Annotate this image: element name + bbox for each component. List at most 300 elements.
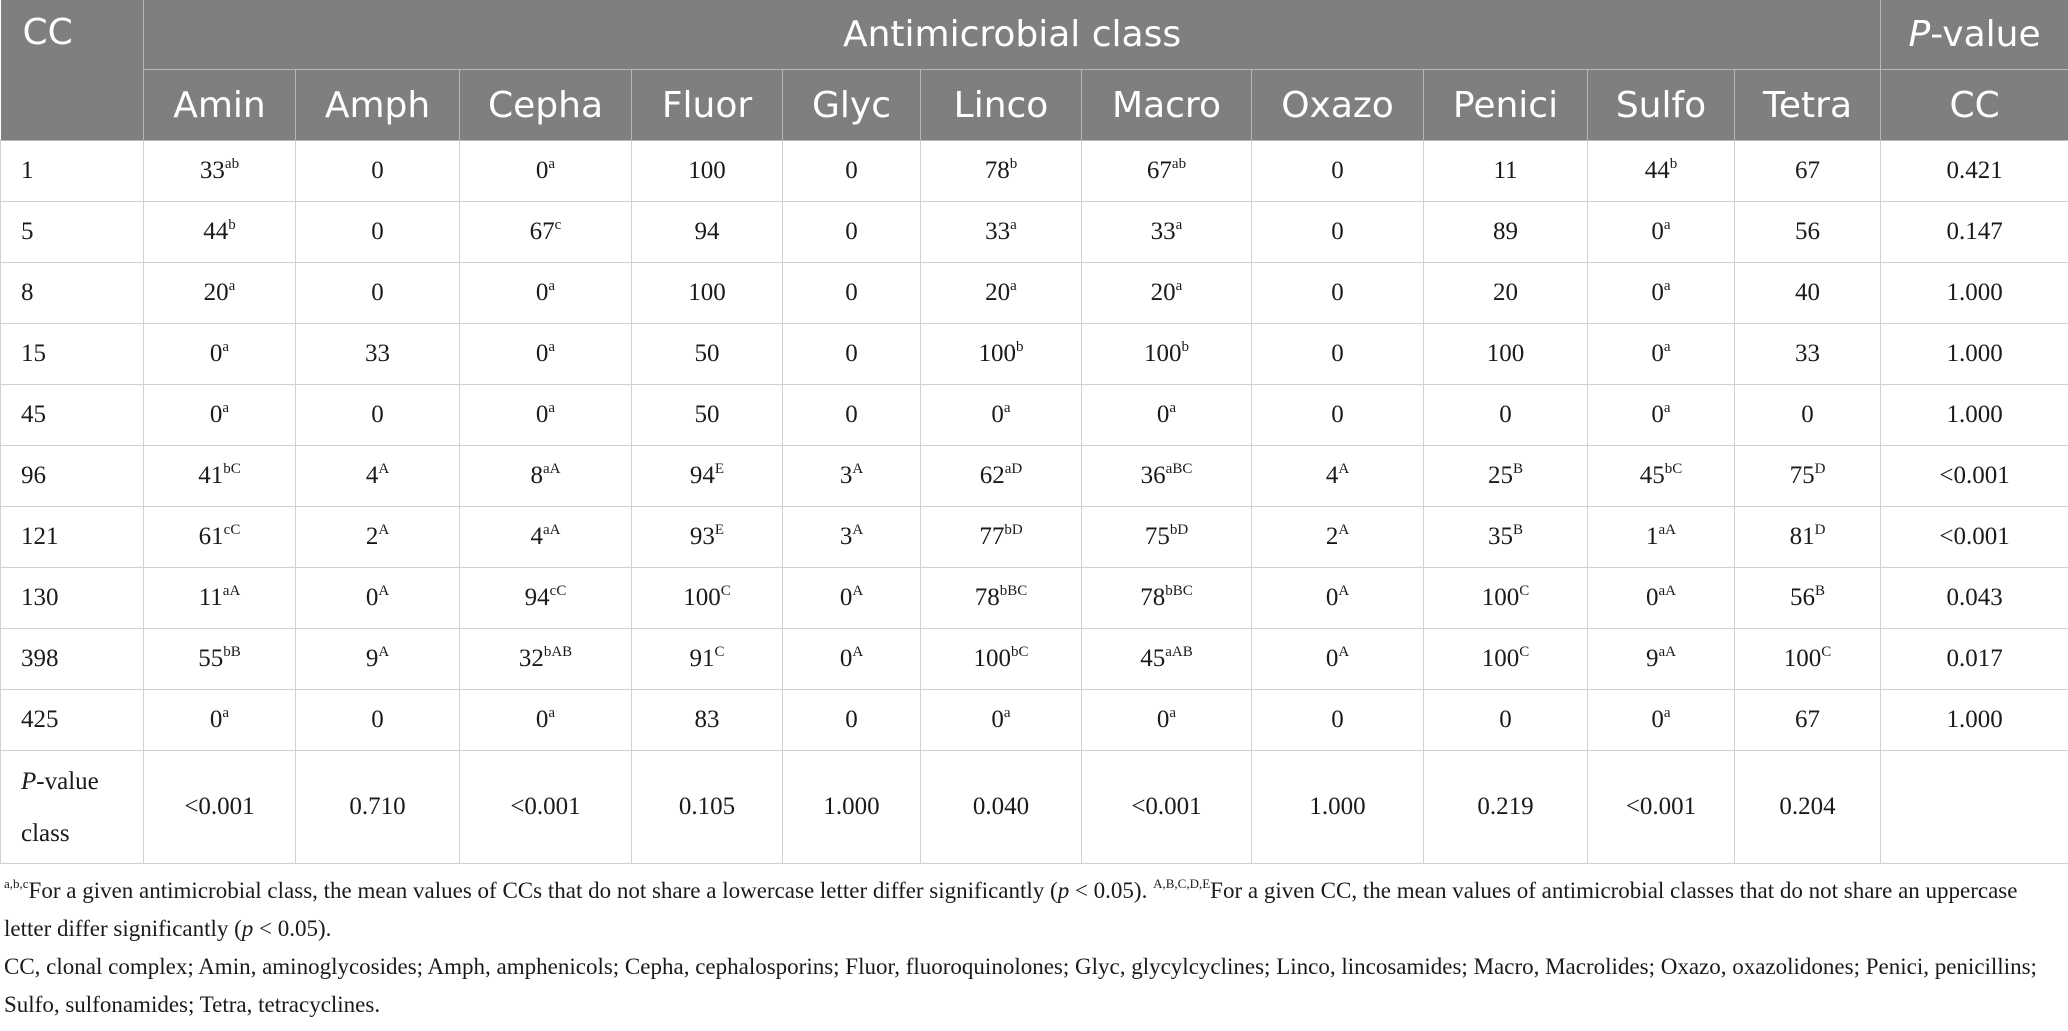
value-cell xyxy=(144,446,296,507)
cell-value: 75 xyxy=(1144,523,1170,550)
pvalue-class-cell: 0.710 xyxy=(296,751,460,864)
column-header-class: Linco xyxy=(921,70,1082,141)
cell-value: 33 xyxy=(1795,340,1821,367)
value-cell xyxy=(632,446,783,507)
cc-cell: 1 xyxy=(1,141,144,202)
cc-cell: 121 xyxy=(1,507,144,568)
significance-letters: b xyxy=(1669,156,1678,172)
cc-cell: 130 xyxy=(1,568,144,629)
value-cell xyxy=(1735,629,1881,690)
value-cell xyxy=(460,568,632,629)
cell-value: 0 xyxy=(1331,401,1344,428)
significance-letters: a xyxy=(228,278,236,294)
cell-value: 62 xyxy=(979,462,1005,489)
footnote-uppercase-threshold: < 0.05). xyxy=(253,916,332,941)
significance-letters: a xyxy=(548,156,556,172)
value-cell xyxy=(1424,568,1588,629)
significance-letters: bC xyxy=(1010,644,1029,660)
value-cell xyxy=(1735,263,1881,324)
value-cell xyxy=(1082,568,1252,629)
value-cell xyxy=(1735,141,1881,202)
significance-letters: E xyxy=(714,461,725,477)
value-cell xyxy=(1424,507,1588,568)
cell-value: 100 xyxy=(978,340,1016,367)
value-cell xyxy=(783,324,921,385)
value-cell xyxy=(1588,690,1735,751)
cell-value: 41 xyxy=(198,462,224,489)
value-cell xyxy=(632,324,783,385)
pvalue-class-cell: <0.001 xyxy=(460,751,632,864)
value-cell xyxy=(1735,507,1881,568)
pvalue-class-cell: 0.219 xyxy=(1424,751,1588,864)
cell-value: 0 xyxy=(1646,584,1659,611)
cell-value: 100 xyxy=(1783,645,1822,672)
cell-value: 0 xyxy=(535,340,549,367)
cell-value: 20 xyxy=(1150,279,1176,306)
cell-value: 93 xyxy=(689,523,715,550)
value-cell xyxy=(1735,385,1881,446)
pvalue-class-cell: 1.000 xyxy=(1252,751,1424,864)
significance-letters: C xyxy=(1519,583,1530,599)
cell-value: 9 xyxy=(365,645,379,672)
cell-value: 11 xyxy=(198,584,223,611)
value-cell xyxy=(783,202,921,263)
cell-value: 0 xyxy=(1331,706,1344,733)
cell-value: 100 xyxy=(973,645,1011,672)
significance-letters: b xyxy=(1016,339,1024,355)
cell-value: 0 xyxy=(845,279,858,306)
cell-value: 0 xyxy=(1331,157,1344,184)
pvalue-cc-cell: <0.001 xyxy=(1881,507,2068,568)
cell-value: 45 xyxy=(1639,462,1665,489)
significance-letters: aA xyxy=(543,461,561,477)
value-cell xyxy=(783,385,921,446)
value-cell xyxy=(921,141,1082,202)
value-cell xyxy=(783,507,921,568)
cell-value: 100 xyxy=(683,584,721,611)
cell-value: 0 xyxy=(1325,584,1339,611)
cell-value: 8 xyxy=(530,462,543,489)
cell-value: 0 xyxy=(1651,401,1664,428)
cell-value: 0 xyxy=(991,706,1004,733)
pvalue-italic-p: P xyxy=(1908,14,1931,55)
value-cell xyxy=(296,507,460,568)
class-header-row xyxy=(1,70,2068,141)
empty-cell xyxy=(1881,751,2068,864)
significance-letters: c xyxy=(554,217,562,233)
value-cell xyxy=(1424,446,1588,507)
significance-letters: a xyxy=(222,339,230,355)
significance-letters: E xyxy=(714,522,725,538)
significance-letters: A xyxy=(852,461,864,477)
cell-value: 56 xyxy=(1795,218,1821,245)
value-cell xyxy=(921,507,1082,568)
cell-value: 0 xyxy=(845,218,858,245)
significance-letters: bBC xyxy=(999,583,1028,599)
cell-value: 0 xyxy=(845,706,858,733)
significance-letters: bAB xyxy=(543,644,573,660)
cell-value: 2 xyxy=(365,523,379,550)
column-header-class: Oxazo xyxy=(1252,70,1424,141)
cell-value: 0 xyxy=(1651,218,1664,245)
footnote-abbreviations: CC, clonal complex; Amin, aminoglycosides; Amph, amphenicols; Cepha, cephalosporins; Fluor, fluoroquinolones; Glyc, glycylcyclines; Linco, lincosamides; Macro, Macrolides; Oxazo, oxazolidones; Penici, penicillins; Sulfo, sulfonamides; Tetra, tetracyclines. xyxy=(4,954,2037,1017)
column-group-header-antimicrobial-class: Antimicrobial class xyxy=(144,0,1881,70)
pvalue-cc-cell: 0.017 xyxy=(1881,629,2068,690)
cell-value: 0 xyxy=(209,706,223,733)
pvalue-class-cell: <0.001 xyxy=(144,751,296,864)
value-cell xyxy=(1252,141,1424,202)
cell-value: 91 xyxy=(689,645,715,672)
significance-letters: aA xyxy=(1658,644,1676,660)
cell-value: 100 xyxy=(1481,645,1520,672)
significance-letters: a xyxy=(548,400,556,416)
cell-value: 44 xyxy=(1644,157,1670,184)
cell-value: 25 xyxy=(1487,462,1513,489)
value-cell xyxy=(1082,507,1252,568)
value-cell xyxy=(460,324,632,385)
value-cell xyxy=(296,446,460,507)
significance-letters: a xyxy=(1003,705,1011,721)
value-cell xyxy=(1082,202,1252,263)
table-row xyxy=(1,690,2068,751)
value-cell xyxy=(144,568,296,629)
cell-value: 0 xyxy=(1651,279,1664,306)
cell-value: 50 xyxy=(694,401,720,428)
cell-value: 0 xyxy=(365,584,379,611)
significance-letters: aA xyxy=(222,583,241,599)
cell-value: 0 xyxy=(1325,645,1339,672)
value-cell xyxy=(144,690,296,751)
cell-value: 0 xyxy=(371,706,384,733)
cell-value: 0 xyxy=(845,340,858,367)
cell-value: 33 xyxy=(365,340,390,367)
footnote-lowercase-text: For a given antimicrobial class, the mean values of CCs that do not share a lowercase letter differ significantly ( xyxy=(28,878,1058,903)
significance-letters: bD xyxy=(1169,522,1189,538)
cell-value: 0 xyxy=(1651,706,1664,733)
cell-value: 0 xyxy=(1499,706,1512,733)
cell-value: 4 xyxy=(1325,462,1339,489)
cell-value: 0 xyxy=(1499,401,1512,428)
table-row xyxy=(1,324,2068,385)
value-cell xyxy=(921,690,1082,751)
value-cell xyxy=(921,385,1082,446)
cell-value: 32 xyxy=(518,645,544,672)
cell-value: 20 xyxy=(1493,279,1518,306)
value-cell xyxy=(1252,568,1424,629)
significance-letters: C xyxy=(1519,644,1530,660)
value-cell xyxy=(1082,141,1252,202)
significance-letters: ab xyxy=(224,156,240,172)
value-cell xyxy=(632,690,783,751)
footnote-lowercase-threshold: < 0.05). xyxy=(1069,878,1154,903)
table-row xyxy=(1,141,2068,202)
table-row xyxy=(1,568,2068,629)
significance-letters: bD xyxy=(1004,522,1023,538)
significance-letters: a xyxy=(1010,278,1017,294)
table-row xyxy=(1,263,2068,324)
value-cell xyxy=(296,690,460,751)
significance-letters: C xyxy=(714,644,725,660)
value-cell xyxy=(1252,629,1424,690)
cell-value: 0 xyxy=(1331,279,1344,306)
cell-value: 0 xyxy=(1331,340,1344,367)
value-cell xyxy=(632,568,783,629)
significance-letters: C xyxy=(1821,644,1832,660)
value-cell xyxy=(296,629,460,690)
column-header-class: Amph xyxy=(296,70,460,141)
value-cell xyxy=(1735,568,1881,629)
cell-value: 100 xyxy=(1486,340,1525,367)
column-header-class: Fluor xyxy=(632,70,783,141)
cell-value: 0 xyxy=(845,401,858,428)
significance-letters: bB xyxy=(223,644,241,660)
cell-value: 0 xyxy=(209,401,223,428)
column-header-pvalue-cc: CC xyxy=(1881,70,2068,141)
pvalue-class-label-text: -value class xyxy=(21,768,99,847)
pvalue-class-cell: 0.040 xyxy=(921,751,1082,864)
cell-value: 100 xyxy=(1144,340,1182,367)
cell-value: 0 xyxy=(535,157,549,184)
significance-letters: a xyxy=(1663,339,1671,355)
significance-letters: aA xyxy=(1658,583,1676,599)
cell-value: 56 xyxy=(1790,584,1816,611)
value-cell xyxy=(460,507,632,568)
value-cell xyxy=(1082,629,1252,690)
pvalue-cc-cell: 0.421 xyxy=(1881,141,2068,202)
value-cell xyxy=(921,629,1082,690)
significance-letters: b xyxy=(1181,339,1189,355)
pvalue-class-cell: <0.001 xyxy=(1082,751,1252,864)
cc-cell: 8 xyxy=(1,263,144,324)
value-cell xyxy=(632,202,783,263)
significance-letters: aA xyxy=(1658,522,1676,538)
value-cell xyxy=(1424,263,1588,324)
significance-letters: A xyxy=(852,583,864,599)
value-cell xyxy=(1588,507,1735,568)
value-cell xyxy=(1252,202,1424,263)
cell-value: 100 xyxy=(1481,584,1520,611)
footnote-uppercase-marker: A,B,C,D,E xyxy=(1153,876,1211,891)
value-cell xyxy=(296,141,460,202)
significance-letters: B xyxy=(1512,522,1523,538)
cell-value: 45 xyxy=(1140,645,1166,672)
value-cell xyxy=(1252,263,1424,324)
significance-letters: A xyxy=(378,461,390,477)
cell-value: 100 xyxy=(688,279,726,306)
table-row xyxy=(1,507,2068,568)
significance-letters: A xyxy=(1338,583,1350,599)
value-cell xyxy=(1424,202,1588,263)
significance-letters: a xyxy=(1169,400,1177,416)
value-cell xyxy=(1588,324,1735,385)
value-cell xyxy=(1424,324,1588,385)
significance-letters: ab xyxy=(1171,156,1187,172)
cell-value: 67 xyxy=(1795,706,1821,733)
pvalue-cc-cell: 1.000 xyxy=(1881,324,2068,385)
cell-value: 94 xyxy=(694,218,720,245)
column-header-class: Cepha xyxy=(460,70,632,141)
cell-value: 94 xyxy=(524,584,550,611)
cell-value: 4 xyxy=(530,523,543,550)
cell-value: 78 xyxy=(974,584,1000,611)
significance-letters: cC xyxy=(549,583,567,599)
cell-value: 78 xyxy=(984,157,1010,184)
cell-value: 33 xyxy=(985,218,1011,245)
value-cell xyxy=(1424,690,1588,751)
cell-value: 0 xyxy=(1801,401,1814,428)
column-header-pvalue xyxy=(1881,0,2068,70)
value-cell xyxy=(1252,446,1424,507)
value-cell xyxy=(921,446,1082,507)
significance-letters: a xyxy=(548,705,556,721)
significance-letters: a xyxy=(548,339,556,355)
significance-letters: A xyxy=(852,644,864,660)
pvalue-class-row xyxy=(1,751,2068,864)
value-cell xyxy=(1735,324,1881,385)
pvalue-cc-cell: 1.000 xyxy=(1881,263,2068,324)
significance-letters: cC xyxy=(223,522,241,538)
cell-value: 44 xyxy=(203,218,229,245)
significance-letters: a xyxy=(548,278,556,294)
cell-value: 0 xyxy=(371,401,384,428)
value-cell xyxy=(460,263,632,324)
significance-letters: a xyxy=(1663,278,1671,294)
value-cell xyxy=(144,385,296,446)
cell-value: 55 xyxy=(198,645,224,672)
pvalue-cc-cell: 1.000 xyxy=(1881,690,2068,751)
table-row xyxy=(1,202,2068,263)
value-cell xyxy=(783,629,921,690)
cell-value: 0 xyxy=(535,706,549,733)
cell-value: 75 xyxy=(1789,462,1815,489)
cell-value: 9 xyxy=(1646,645,1659,672)
cell-value: 11 xyxy=(1493,157,1518,184)
cell-value: 0 xyxy=(839,584,853,611)
value-cell xyxy=(921,324,1082,385)
value-cell xyxy=(144,507,296,568)
pvalue-cc-cell: 0.147 xyxy=(1881,202,2068,263)
cell-value: 83 xyxy=(694,706,720,733)
cell-value: 20 xyxy=(985,279,1011,306)
footnote-significance xyxy=(4,872,2064,948)
value-cell xyxy=(1252,507,1424,568)
table-row xyxy=(1,446,2068,507)
cell-value: 0 xyxy=(1156,706,1170,733)
table-body xyxy=(1,141,2068,864)
cell-value: 33 xyxy=(199,157,225,184)
cell-value: 36 xyxy=(1140,462,1166,489)
value-cell xyxy=(783,446,921,507)
cell-value: 0 xyxy=(1331,218,1344,245)
cell-value: 50 xyxy=(694,340,720,367)
significance-letters: B xyxy=(1815,583,1826,599)
pvalue-class-cell: 0.204 xyxy=(1735,751,1881,864)
significance-letters: b xyxy=(1009,156,1018,172)
value-cell xyxy=(783,263,921,324)
cell-value: 0 xyxy=(209,340,223,367)
cc-cell: 96 xyxy=(1,446,144,507)
table-row xyxy=(1,629,2068,690)
footnote-p-italic-2: p xyxy=(241,916,254,941)
value-cell xyxy=(460,141,632,202)
value-cell xyxy=(632,385,783,446)
pvalue-class-cell: 1.000 xyxy=(783,751,921,864)
pvalue-class-cell: <0.001 xyxy=(1588,751,1735,864)
value-cell xyxy=(460,385,632,446)
footnote-uppercase-text: For a given CC, the mean values of antimicrobial classes that do not share an uppercase letter differ significantly ( xyxy=(4,878,2018,941)
significance-letters: b xyxy=(228,217,236,233)
significance-letters: A xyxy=(1338,461,1350,477)
cc-cell: 15 xyxy=(1,324,144,385)
value-cell xyxy=(460,446,632,507)
cell-value: 20 xyxy=(203,279,229,306)
value-cell xyxy=(783,141,921,202)
cell-value: 1 xyxy=(1646,523,1659,550)
significance-letters: a xyxy=(1175,217,1183,233)
cell-value: 67 xyxy=(1795,157,1821,184)
value-cell xyxy=(144,141,296,202)
value-cell xyxy=(1082,690,1252,751)
value-cell xyxy=(1082,324,1252,385)
value-cell xyxy=(1252,690,1424,751)
cell-value: 0 xyxy=(991,401,1004,428)
cell-value: 61 xyxy=(198,523,224,550)
pvalue-class-cell: 0.105 xyxy=(632,751,783,864)
value-cell xyxy=(783,690,921,751)
cc-cell: 398 xyxy=(1,629,144,690)
value-cell xyxy=(1082,446,1252,507)
cell-value: 67 xyxy=(529,218,555,245)
value-cell xyxy=(632,629,783,690)
cell-value: 89 xyxy=(1493,218,1518,245)
column-header-class: Amin xyxy=(144,70,296,141)
footnote-p-italic: p xyxy=(1057,878,1070,903)
value-cell xyxy=(783,568,921,629)
pvalue-label: -value xyxy=(1930,14,2041,55)
cell-value: 35 xyxy=(1487,523,1513,550)
value-cell xyxy=(632,263,783,324)
value-cell xyxy=(144,629,296,690)
column-header-class: Glyc xyxy=(783,70,921,141)
significance-letters: a xyxy=(1169,705,1177,721)
pvalue-cc-cell: 1.000 xyxy=(1881,385,2068,446)
cell-value: 33 xyxy=(1150,218,1176,245)
column-header-cc: CC xyxy=(1,0,144,141)
cc-cell: 45 xyxy=(1,385,144,446)
cell-value: 77 xyxy=(979,523,1005,550)
significance-letters: A xyxy=(1338,522,1350,538)
value-cell xyxy=(1424,141,1588,202)
significance-letters: a xyxy=(1010,217,1017,233)
value-cell xyxy=(1252,385,1424,446)
cell-value: 81 xyxy=(1789,523,1815,550)
column-header-class: Sulfo xyxy=(1588,70,1735,141)
value-cell xyxy=(1735,202,1881,263)
cell-value: 40 xyxy=(1795,279,1821,306)
value-cell xyxy=(921,202,1082,263)
value-cell xyxy=(1735,690,1881,751)
significance-letters: aAB xyxy=(1165,644,1193,660)
significance-letters: bC xyxy=(223,461,241,477)
column-header-class: Tetra xyxy=(1735,70,1881,141)
significance-letters: a xyxy=(1175,278,1183,294)
cell-value: 3 xyxy=(839,523,853,550)
pvalue-cc-cell: 0.043 xyxy=(1881,568,2068,629)
value-cell xyxy=(296,263,460,324)
value-cell xyxy=(1588,385,1735,446)
cell-value: 0 xyxy=(535,279,549,306)
value-cell xyxy=(1588,141,1735,202)
